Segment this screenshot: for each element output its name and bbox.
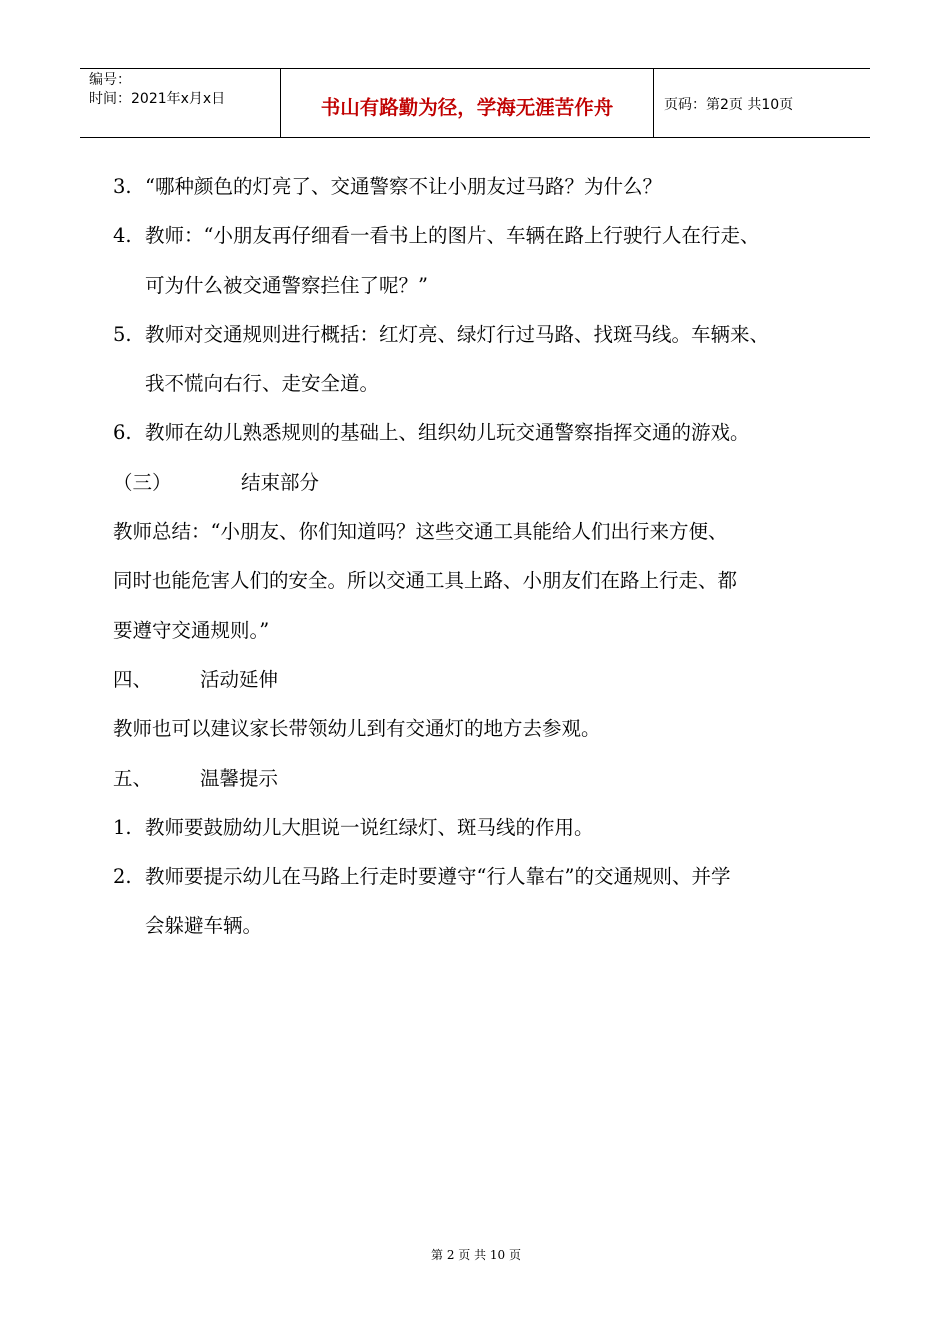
item-text-continuation: 会躲避车辆。 xyxy=(145,914,263,938)
item-text: 教师对交通规则进行概括：红灯亮、绿灯行过马路、找斑马线。车辆来、 xyxy=(145,322,770,346)
item-text-continuation: 我不慌向右行、走安全道。 xyxy=(145,372,380,396)
section-number: 五、 xyxy=(113,766,153,790)
item-number: 6. xyxy=(113,421,132,445)
item-text: 教师要提示幼儿在马路上行走时要遵守“行人靠右”的交通规则、并学 xyxy=(145,865,731,889)
list-item xyxy=(113,408,858,457)
list-item xyxy=(113,162,858,211)
section-heading xyxy=(113,754,858,803)
item-number: 5. xyxy=(113,322,132,346)
item-number: 4. xyxy=(113,224,132,248)
item-text: 教师：“小朋友再仔细看一看书上的图片、车辆在路上行驶行人在行走、 xyxy=(145,224,760,248)
header-meta xyxy=(80,69,280,137)
doc-number-label: 编号： xyxy=(89,72,131,88)
section-title: 活动延伸 xyxy=(200,667,279,691)
item-number: 3. xyxy=(113,175,132,198)
paragraph-line: 教师总结：“小朋友、你们知道吗？这些交通工具能给人们出行来方便、 xyxy=(113,520,728,544)
item-number: 1. xyxy=(113,815,132,839)
header-motto: 书山有路勤为径，学海无涯苦作舟 xyxy=(280,69,654,137)
document-body xyxy=(113,162,858,951)
section-heading xyxy=(113,655,858,704)
header-page-info: 页码：第2页 共10页 xyxy=(664,97,794,113)
item-text-continuation: 可为什么被交通警察拦住了呢？” xyxy=(145,273,428,297)
doc-time-label: 时间：2021年x月x日 xyxy=(89,91,226,107)
item-text: 教师要鼓励幼儿大胆说一说红绿灯、斑马线的作用。 xyxy=(145,815,594,839)
section-number: （三） xyxy=(113,470,172,494)
section-title: 结束部分 xyxy=(241,470,320,494)
section-heading xyxy=(113,458,858,507)
page-footer: 第 2 页 共 10 页 xyxy=(431,1248,521,1262)
item-number: 2. xyxy=(113,865,132,889)
list-item xyxy=(113,310,858,359)
page-header xyxy=(80,68,870,138)
paragraph-line: 同时也能危害人们的安全。所以交通工具上路、小朋友们在路上行走、都 xyxy=(113,569,738,593)
list-item xyxy=(113,803,858,852)
paragraph-line: 要遵守交通规则。” xyxy=(113,618,270,642)
item-text: “哪种颜色的灯亮了、交通警察不让小朋友过马路？为什么？ xyxy=(145,175,662,198)
section-title: 温馨提示 xyxy=(200,766,279,790)
section-number: 四、 xyxy=(113,667,153,691)
list-item xyxy=(113,852,858,901)
list-item xyxy=(113,211,858,260)
item-text: 教师在幼儿熟悉规则的基础上、组织幼儿玩交通警察指挥交通的游戏。 xyxy=(145,421,750,445)
paragraph-line: 教师也可以建议家长带领幼儿到有交通灯的地方去参观。 xyxy=(113,717,601,741)
